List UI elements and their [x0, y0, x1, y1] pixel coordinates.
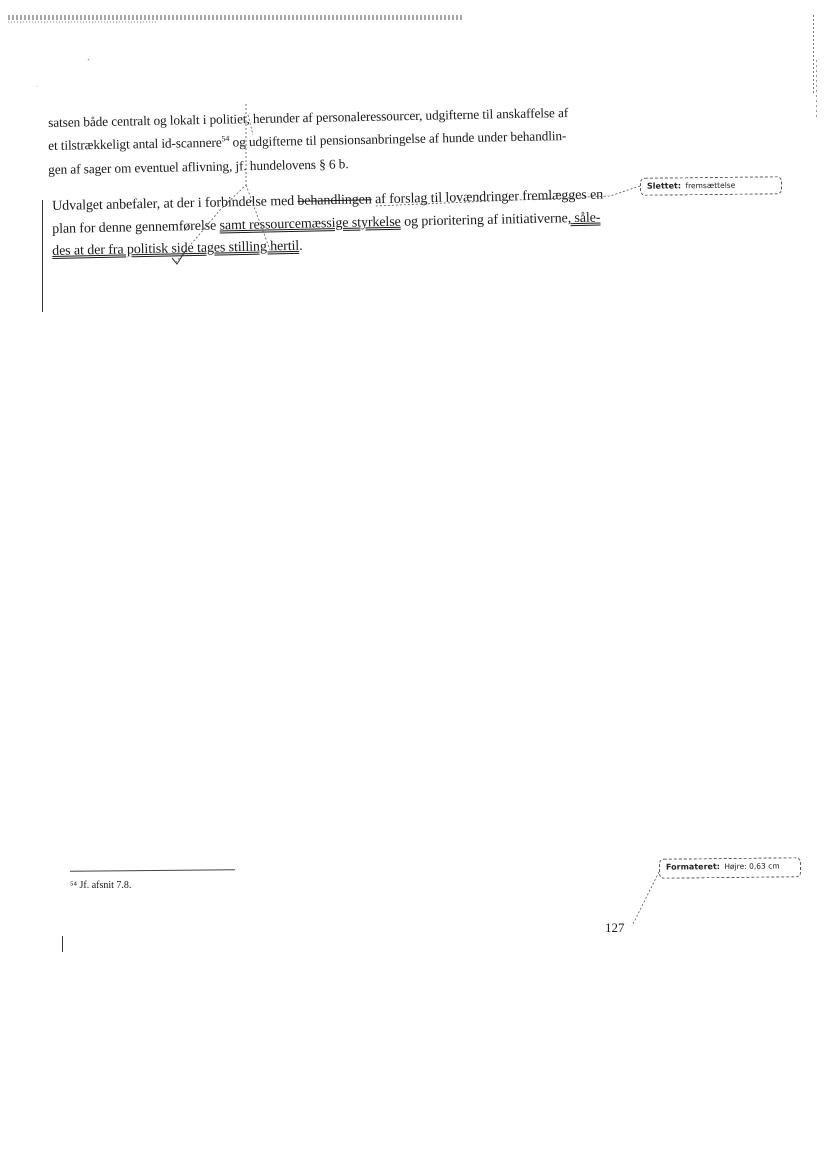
paragraph-2-line-2-text-a: plan for denne gennemførelse: [52, 218, 220, 237]
comment-balloon-deleted[interactable]: [640, 176, 782, 195]
tracked-insertion[interactable]: des at der fra politisk side tages stilling hertil: [52, 238, 300, 259]
comment-label: Formateret:: [665, 862, 721, 872]
scan-artifact-right-secondary: [816, 60, 817, 120]
paragraph-2-line-3: [52, 236, 303, 262]
tracked-insertion[interactable]: , såle-: [567, 210, 601, 227]
paragraph-1-line-2-text-b: og udgifterne til pensionsanbringelse af hunde under behandlin-: [229, 128, 567, 150]
change-bar: [62, 936, 63, 952]
paragraph-1-line-2-text-a: et tilstrækkeligt antal id-scannere: [48, 134, 222, 153]
paragraph-2-line-1-text-a: Udvalget anbefaler, at der i forbindelse med: [52, 193, 298, 214]
comment-balloon-formatted[interactable]: [659, 857, 801, 878]
footnote-separator: [70, 869, 235, 871]
paragraph-2-line-1-text-b: af forslag til lovændringer fremlægges en: [371, 187, 604, 208]
paragraph-1-line-1: satsen både centralt og lokalt i politiet, herunder af personaleressourcer, udgifterne til anskaffelse af: [48, 105, 569, 130]
scan-artifact-top-secondary: [8, 21, 158, 23]
scan-artifact-right: [813, 15, 814, 95]
tracked-deletion[interactable]: behandlingen: [297, 192, 372, 209]
paragraph-2-line-3-end: .: [298, 238, 303, 254]
scan-speck: ˏ: [87, 50, 91, 61]
footnote: ⁵⁴ Jf. afsnit 7.8.: [70, 880, 132, 891]
page-number: 127: [605, 920, 625, 935]
tracked-insertion[interactable]: samt ressourcemæssige styrkelse: [219, 214, 401, 234]
scan-speck: ·: [36, 84, 38, 90]
comment-value: fremsættelse: [685, 180, 736, 191]
paragraph-2-line-2-text-b: og prioritering af initiativerne: [400, 211, 568, 230]
paragraph-1-line-3: gen af sager om eventuel aflivning, jf. hundelovens § 6 b.: [48, 156, 349, 177]
comment-label: Slettet:: [646, 181, 682, 191]
change-bar: [42, 200, 43, 312]
comment-value: Højre: 0,63 cm: [724, 861, 780, 872]
leader-line: [632, 872, 659, 926]
footnote-reference[interactable]: 54: [221, 134, 230, 144]
scan-artifact-top: [8, 15, 463, 20]
